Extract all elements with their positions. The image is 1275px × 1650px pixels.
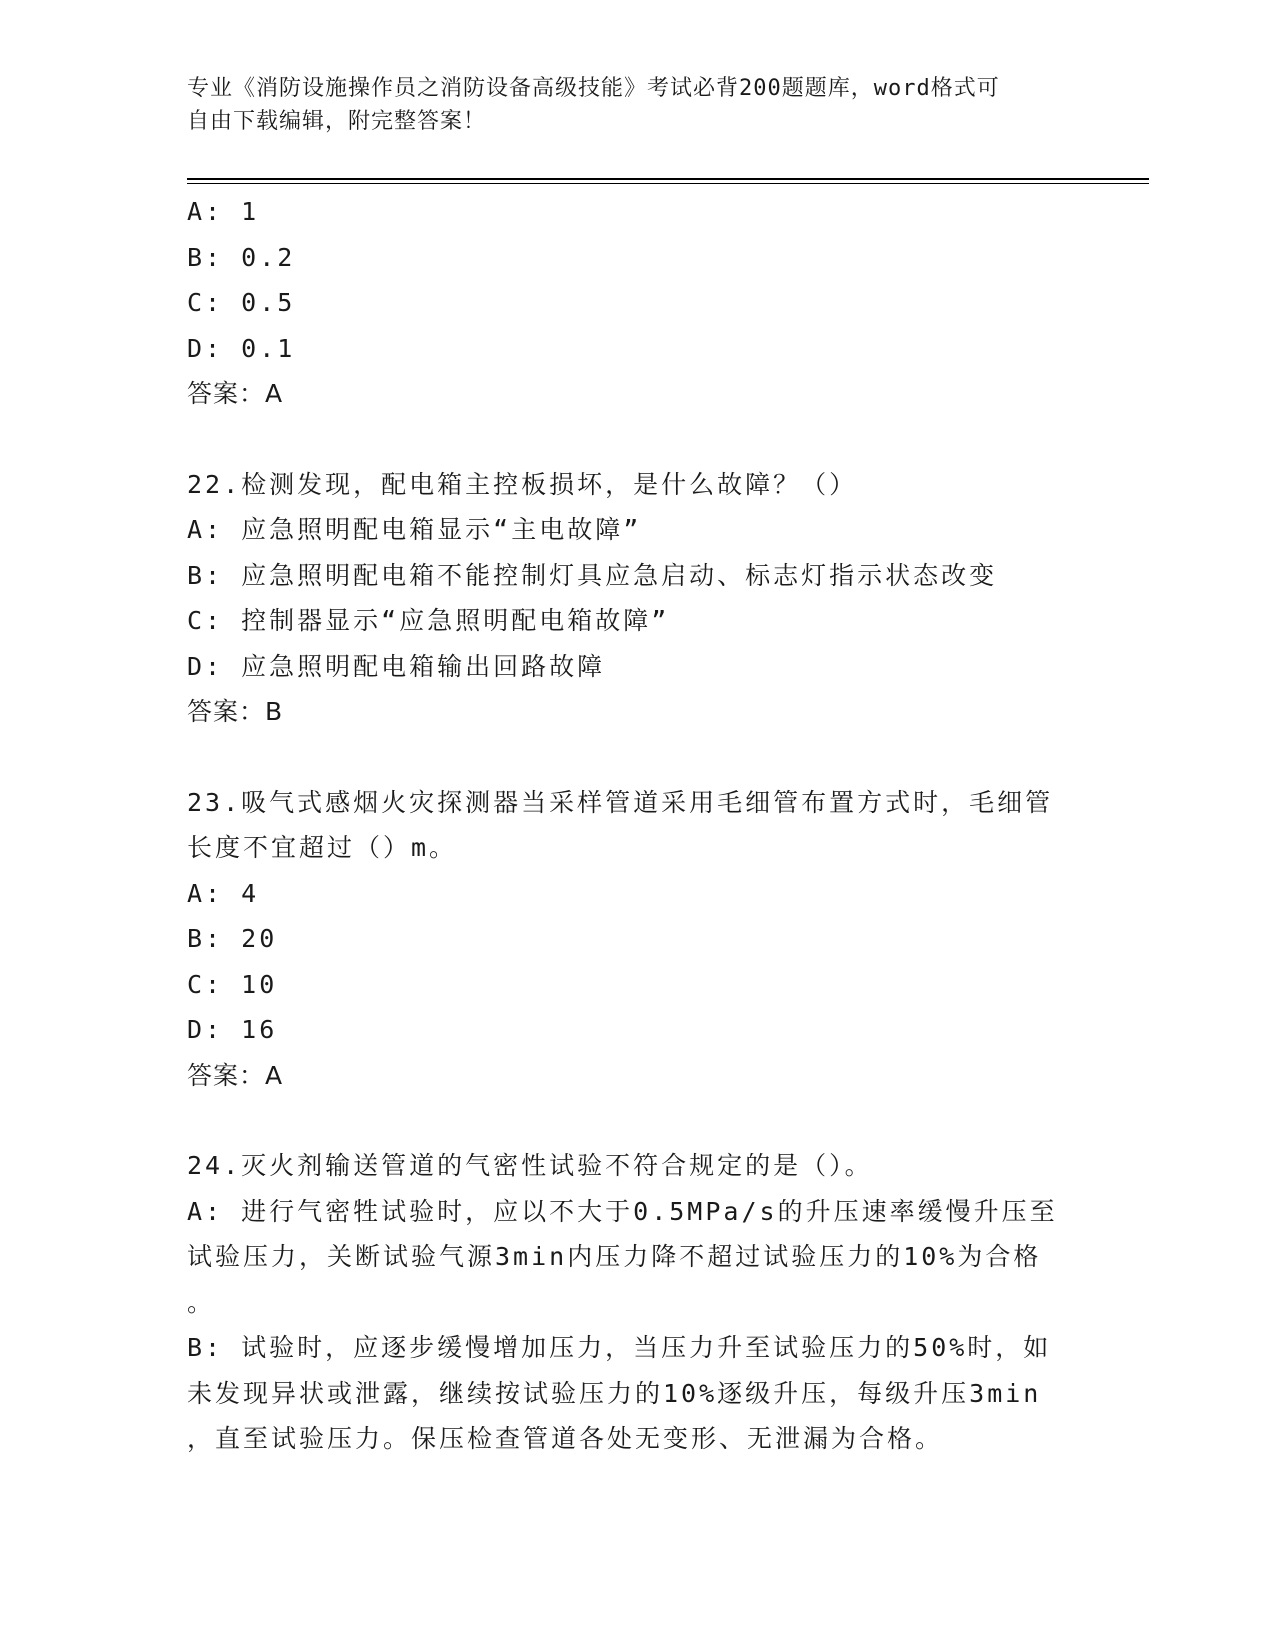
option-c: C: 控制器显示“应急照明配电箱故障”: [187, 606, 670, 635]
question-stem: 24.灭火剂输送管道的气密性试验不符合规定的是（）。: [187, 1151, 873, 1180]
option-a: A: 1: [187, 197, 260, 226]
header-divider-thick: [187, 178, 1149, 180]
option-d: D: 16: [187, 1015, 278, 1044]
question-21-block: [187, 189, 1087, 417]
option-a-line-3: 。: [187, 1287, 216, 1317]
spacer: [187, 417, 1087, 462]
document-header: [187, 72, 1087, 138]
header-title-line-1: 专业《消防设施操作员之消防设备高级技能》考试必背200题题库，word格式可: [187, 76, 1000, 101]
question-24-block: [187, 1143, 1087, 1462]
option-a-line-1: A: 进行气密牲试验时，应以不大于0.5MPa/s的升压速率缓慢升压至: [187, 1196, 1058, 1226]
option-b-line-1: B: 试验时，应逐步缓慢增加压力，当压力升至试验压力的50%时，如: [187, 1333, 1052, 1362]
question-22-block: [187, 462, 1087, 735]
option-d: D: 0.1: [187, 333, 296, 363]
answer-line: 答案：B: [187, 697, 284, 726]
option-c: C: 0.5: [187, 288, 296, 317]
option-a: A: 应急照明配电箱显示“主电故障”: [187, 515, 642, 544]
spacer: [187, 1098, 1087, 1143]
spacer: [187, 735, 1087, 780]
question-stem: 22.检测发现，配电箱主控板损坏，是什么故障？（）: [187, 469, 858, 499]
answer-line: 答案：A: [187, 379, 284, 408]
question-stem-line-2: 长度不宜超过（）m。: [187, 833, 458, 862]
question-list: [187, 189, 1087, 1462]
answer-line: 答案：A: [187, 1060, 284, 1090]
option-b: B: 20: [187, 924, 278, 953]
option-a-line-2: 试验压力，关断试验气源3min内压力降不超过试验压力的10%为合格: [187, 1242, 1042, 1271]
option-b: B: 应急照明配电箱不能控制灯具应急启动、标志灯指示状态改变: [187, 560, 998, 590]
header-divider-thin: [187, 183, 1149, 184]
question-stem-line-1: 23.吸气式感烟火灾探测器当采样管道采用毛细管布置方式时，毛细管: [187, 787, 1054, 817]
header-title-line-2: 自由下载编辑，附完整答案！: [187, 109, 487, 134]
option-b: B: 0.2: [187, 242, 296, 272]
option-b-line-3: ，直至试验压力。保压检查管道各处无变形、无泄漏为合格。: [187, 1424, 944, 1453]
question-23-block: [187, 780, 1087, 1099]
option-b-line-2: 未发现异状或泄露，继续按试验压力的10%逐级升压，每级升压3min: [187, 1378, 1042, 1408]
option-d: D: 应急照明配电箱输出回路故障: [187, 651, 606, 681]
option-a: A: 4: [187, 878, 260, 908]
option-c: C: 10: [187, 969, 278, 999]
